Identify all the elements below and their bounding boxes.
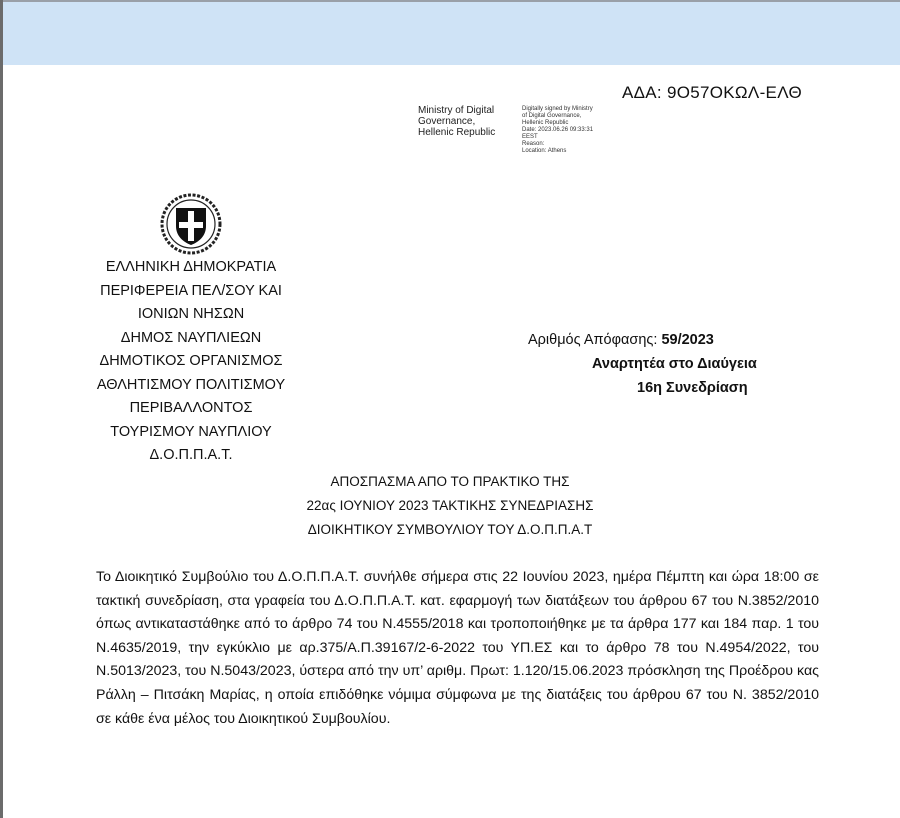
authority-line: Δ.Ο.Π.Π.Α.Τ. (149, 447, 233, 463)
signature-detail-line: Hellenic Republic (522, 120, 569, 126)
decision-number-value: 59/2023 (661, 332, 714, 348)
excerpt-line: ΔΙΟΙΚΗΤΙΚΟΥ ΣΥΜΒΟΥΛΙΟΥ ΤΟΥ Δ.Ο.Π.Π.Α.Τ (307, 522, 593, 537)
excerpt-line: ΑΠΟΣΠΑΣΜΑ ΑΠΟ ΤΟ ΠΡΑΚΤΙΚΟ ΤΗΣ (330, 474, 570, 489)
signer-line: Governance, (418, 116, 476, 127)
hellenic-republic-emblem-icon (160, 193, 222, 255)
signer-line: Hellenic Republic (418, 127, 496, 138)
authority-line: ΠΕΡΙΒΑΛΛΟΝΤΟΣ (129, 400, 253, 416)
authority-line: ΑΘΛΗΤΙΣΜΟΥ ΠΟΛΙΤΙΣΜΟΥ (96, 376, 286, 393)
session-number: 16η Συνεδρίαση (637, 380, 748, 396)
excerpt-line: 22ας ΙΟΥΝΙΟΥ 2023 ΤΑΚΤΙΚΗΣ ΣΥΝΕΔΡΙΑΣΗΣ (306, 498, 594, 513)
authority-line: ΙΟΝΙΩΝ ΝΗΣΩΝ (137, 306, 245, 322)
signature-signer (418, 105, 518, 138)
minutes-excerpt-heading (220, 470, 680, 542)
posting-note: Αναρτητέα στο Διαύγεια (592, 356, 757, 372)
authority-line: ΠΕΡΙΦΕΡΕΙΑ ΠΕΛ/ΣΟΥ ΚΑΙ (100, 282, 282, 299)
decision-number (528, 328, 828, 352)
decision-info (528, 328, 828, 400)
decision-number-label: Αριθμός Απόφασης: (528, 332, 662, 348)
authority-line: ΕΛΛΗΝΙΚΗ ΔΗΜΟΚΡΑΤΙΑ (105, 259, 277, 275)
viewer-toolbar (3, 2, 900, 65)
authority-line: ΔΗΜΟΤΙΚΟΣ ΟΡΓΑΝΙΣΜΟΣ (99, 353, 283, 369)
signature-detail-line: Location: Athens (522, 148, 567, 154)
signature-detail-line: Date: 2023.06.26 09:33:31 (522, 127, 594, 133)
authority-line: ΔΗΜΟΣ ΝΑΥΠΛΙΕΩΝ (120, 329, 262, 346)
signature-details (522, 106, 632, 155)
signature-detail-line: Reason: (522, 141, 545, 147)
body-paragraph: Το Διοικητικό Συμβούλιο του Δ.Ο.Π.Π.Α.Τ. συνήλθε σήμερα στις 22 Ιουνίου 2023, ημέρα Πέμπτη και ώρα 18:00 σε τακτική συνεδρίαση, στα γραφεία του Δ.Ο.Π.Π.Α.Τ. κατ. εφαρμογή των διατάξεων του άρθρου 67 του Ν.3852/2010 όπως αντικαταστάθηκε από το άρθρο 74 του Ν.4555/2018 και τροποποιήθηκε με τα άρθρα 177 και 184 παρ. 1 του Ν.4635/2019, την εγκύκλιο με αρ.375/Α.Π.39167/2-6-2022 του ΥΠ.ΕΣ και το άρθρο 78 του Ν.4954/2022, του Ν.5013/2023, του Ν.5043/2023, ύστερα από την υπ’ αριθμ. Πρωτ: 1.120/15.06.2023 πρόσκληση της Προέδρου κας Ράλλη – Πιτσάκη Μαρίας, η οποία επιδόθηκε νόμιμα σύμφωνα με της διατάξεις του άρθρου 67 του Ν. 3852/2010 σε κάθε ένα μέλος του Διοικητικού Συμβουλίου. (96, 569, 819, 727)
signature-detail-line: Digitally signed by Ministry (522, 106, 593, 112)
signature-detail-line: EEST (522, 134, 538, 140)
signer-line: Ministry of Digital (418, 105, 495, 116)
authority-line: ΤΟΥΡΙΣΜΟΥ ΝΑΥΠΛΙΟΥ (110, 423, 272, 440)
ada-code: ΑΔΑ: 9Ο57ΟΚΩΛ-ΕΛΘ (622, 83, 803, 102)
issuing-authority (60, 256, 322, 468)
signature-detail-line: of Digital Governance, (522, 113, 582, 119)
